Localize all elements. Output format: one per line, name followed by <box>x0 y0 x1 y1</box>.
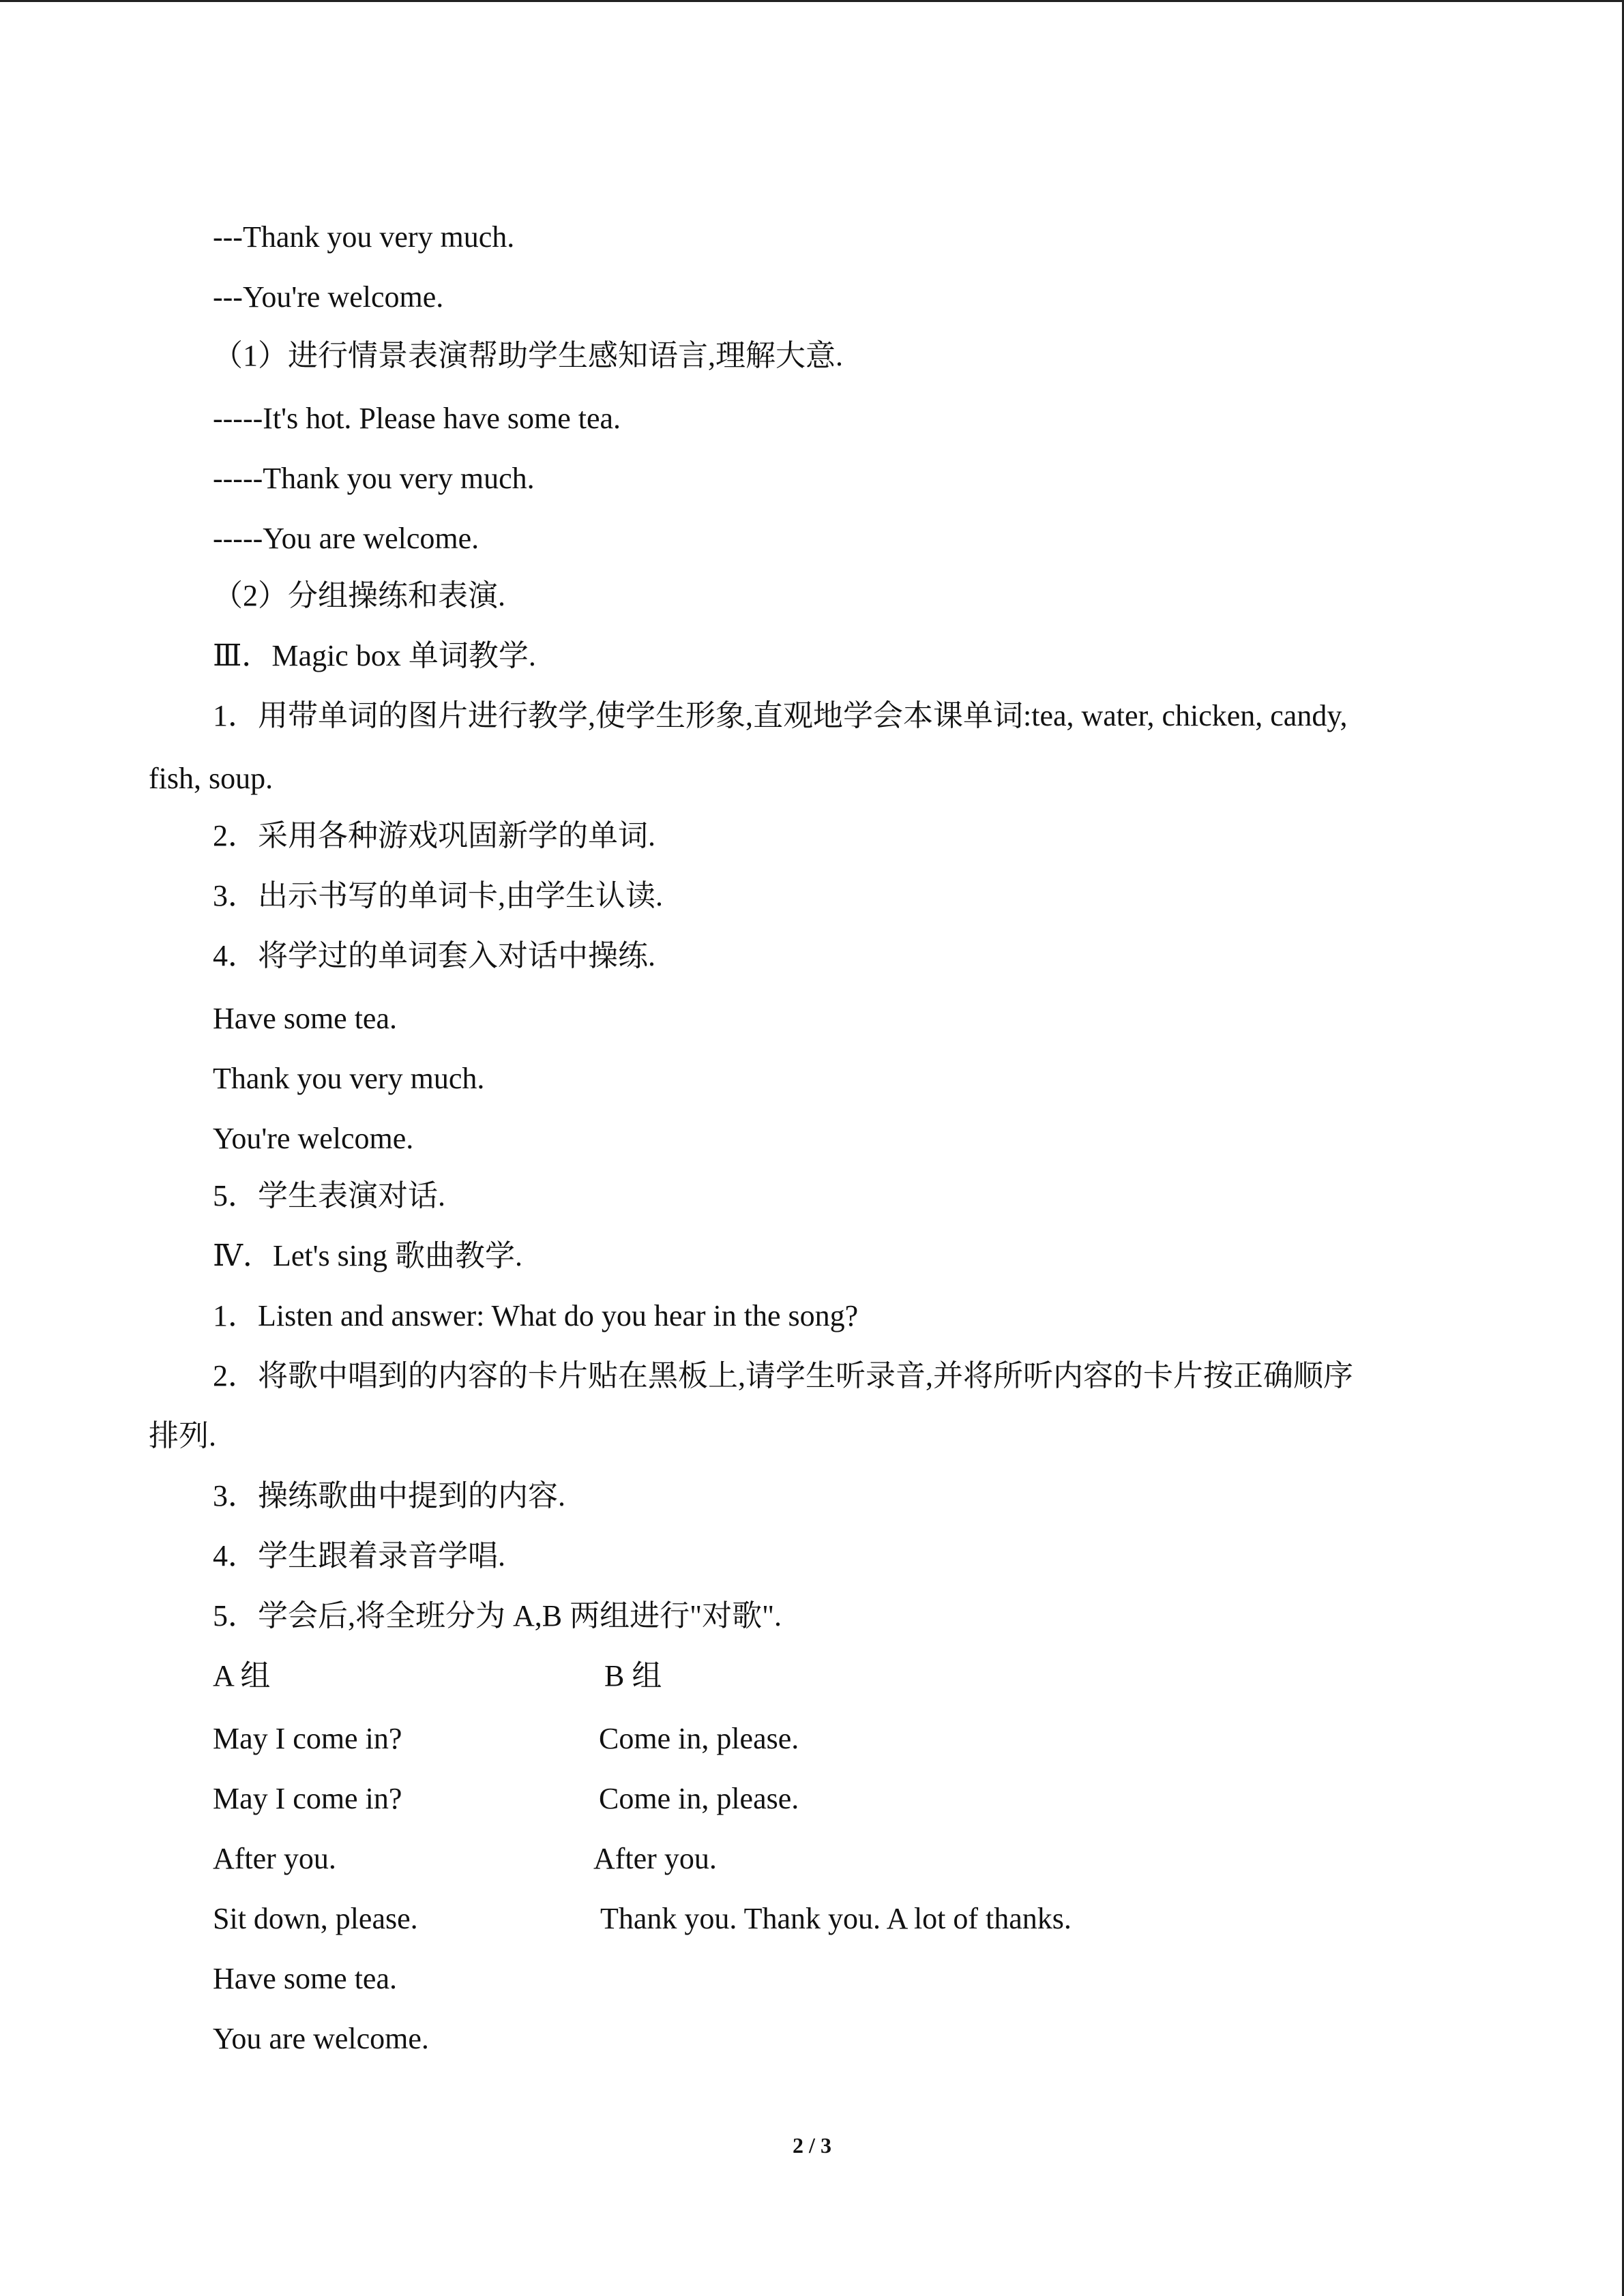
numbered-item: 1．Listen and answer: What do you hear in the song? <box>213 1299 859 1332</box>
dialogue-line: You're welcome. <box>213 1122 414 1155</box>
step-line: （2）分组操练和表演. <box>213 579 505 612</box>
group-b-line: Come in, please. <box>599 1782 799 1815</box>
numbered-item: 4．学生跟着录音学唱. <box>213 1539 505 1572</box>
dialogue-line: -----Thank you very much. <box>213 462 535 495</box>
group-b-line: Thank you. Thank you. A lot of thanks. <box>600 1902 1072 1935</box>
group-b-line: After you. <box>593 1842 717 1875</box>
dialogue-line: -----You are welcome. <box>213 522 479 555</box>
group-b-header: B 组 <box>604 1659 662 1693</box>
numbered-item: 2．采用各种游戏巩固新学的单词. <box>213 819 655 852</box>
dialogue-line: ---Thank you very much. <box>213 220 515 254</box>
dialogue-line: Have some tea. <box>213 1002 397 1035</box>
numbered-item: 2．将歌中唱到的内容的卡片贴在黑板上,请学生听录音,并将所听内容的卡片按正确顺序 <box>213 1359 1353 1392</box>
group-a-line: Have some tea. <box>213 1962 397 1995</box>
dialogue-line: Thank you very much. <box>213 1062 485 1095</box>
numbered-item: 3．操练歌曲中提到的内容. <box>213 1479 565 1512</box>
numbered-item-continuation: fish, soup. <box>149 762 274 795</box>
group-b-line: Come in, please. <box>599 1722 799 1755</box>
dialogue-line: -----It's hot. Please have some tea. <box>213 402 621 435</box>
section-heading: Ⅳ．Let's sing 歌曲教学. <box>213 1239 522 1272</box>
group-a-line: You are welcome. <box>213 2022 429 2055</box>
numbered-item: 4．将学过的单词套入对话中操练. <box>213 939 655 972</box>
group-a-line: After you. <box>213 1842 336 1875</box>
dialogue-line: ---You're welcome. <box>213 280 444 314</box>
numbered-item: 1．用带单词的图片进行教学,使学生形象,直观地学会本课单词:tea, water, chicken, candy, <box>213 699 1348 732</box>
group-a-line: May I come in? <box>213 1722 402 1755</box>
numbered-item: 3．出示书写的单词卡,由学生认读. <box>213 879 663 912</box>
group-a-line: May I come in? <box>213 1782 402 1815</box>
section-heading: Ⅲ．Magic box 单词教学. <box>213 639 536 672</box>
numbered-item: 5．学会后,将全班分为 A,B 两组进行"对歌". <box>213 1599 782 1632</box>
group-a-line: Sit down, please. <box>213 1902 418 1935</box>
step-line: （1）进行情景表演帮助学生感知语言,理解大意. <box>213 339 843 372</box>
page-number: 2 / 3 <box>793 2133 831 2158</box>
numbered-item-continuation: 排列. <box>149 1419 216 1452</box>
group-a-header: A 组 <box>213 1659 271 1693</box>
numbered-item: 5．学生表演对话. <box>213 1179 445 1212</box>
